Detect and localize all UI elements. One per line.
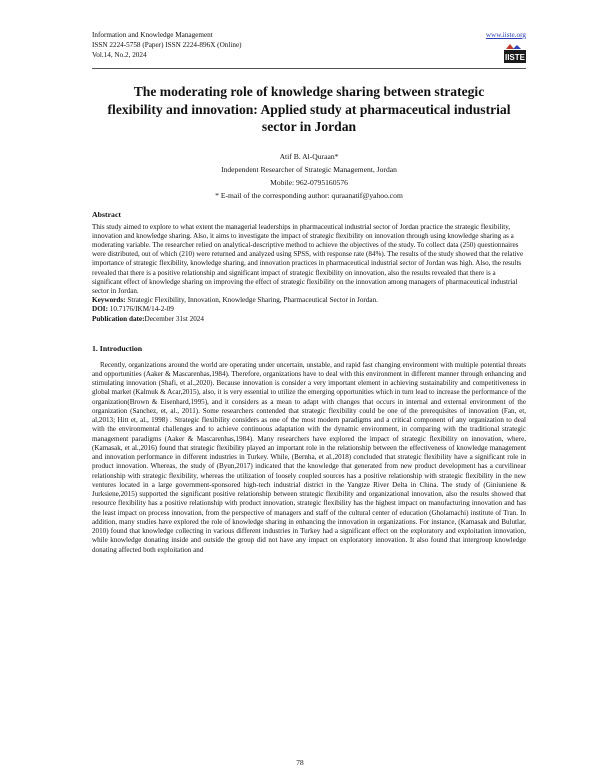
iiste-logo-icon bbox=[504, 43, 526, 63]
journal-issn: ISSN 2224-5758 (Paper) ISSN 2224-896X (Online) bbox=[92, 41, 242, 49]
publication-date-label: Publication date: bbox=[92, 314, 145, 323]
doi-value: 10.7176/IKM/14-2-09 bbox=[107, 305, 174, 314]
header-divider bbox=[92, 68, 526, 69]
author-block bbox=[92, 150, 526, 202]
journal-volume: Vol.14, No.2, 2024 bbox=[92, 51, 147, 59]
paper-title: The moderating role of knowledge sharing between strategic flexibility and innovation: Applied study at pharmaceutical industrial sector in Jordan bbox=[107, 84, 511, 134]
author-name: Atif B. Al-Quraan* bbox=[279, 151, 339, 161]
page-number: 78 bbox=[296, 758, 304, 767]
journal-name: Information and Knowledge Management bbox=[92, 31, 213, 39]
author-affiliation: Independent Researcher of Strategic Management, Jordan bbox=[221, 164, 397, 174]
svg-text:IISTE: IISTE bbox=[504, 53, 526, 62]
journal-header bbox=[92, 30, 526, 60]
keywords-label: Keywords: bbox=[92, 296, 126, 305]
keywords-value: Strategic Flexibility, Innovation, Knowledge Sharing, Pharmaceutical Sector in Jordan. bbox=[125, 296, 378, 305]
introduction-text: Recently, organizations around the world are operating under uncertain, unstable, and rapid fast changing environment with multiple potential threats and opportunities (Aaker & Mascarenhas,1984). Therefore, organizations have to deal with this environment in different manner through enhancing and stimulating innovation (Shafi, et al.,2020). Because innovation is consider a very important element in achieving sustainability and competitiveness in global market (Kalmuk & Acar,2015), also, it is very essential to utilize the emerging opportunities which in turn lead to increase the performance of the organization(Brown & Eisenhard,1995), and it considers as a mean to adapt with changes that occurs in internal and external environment of the organization (Sanchez, et, al., 2011). Some researchers contended that strategic flexibility could be one of the prerequisites of innovation (Fan, et, al,2013; Hitt et, al., 1998) . Strategic flexibility considers as one of the most modern paradigms and a critical component of any organization to deal with the environmental challenges and to achieve continuous adaptation with the dynamic environment, in comparing with the traditional strategic management paradigms (Aaker & Mascarenhas,1984). Many researchers have explored the impact of strategic flexibility on innovation, where, (Kamasak, et al.,2016) found that strategic flexibility played an important role in the relationship between the effectiveness of knowledge management and innovation performance in different industries in Turkey. While, (Bernha, et al.,2018) concluded that strategic flexibility have a significant role in product innovation. Whereas, the study of (Byun,2017) indicated that the knowledge that generated from new product development has a curvilinear relationship with strategic flexibility, whereas the utilization of loosely coupled sources has a positive relationship with strategic flexibility in the new ventures located in a large government-sponsored high-tech industrial district in the Yangtze River Delta in China. The study of (Giniuniene & Jurksiene,2015) supported the significant positive relationship between strategic flexibility and organizational innovation, also the results showed that resource flexibility has a positive relationship with product innovation, strategic flexibility has the highest impact on manufacturing innovation and has the least impact on process innovation, from the perspective of managers and staff of the cultural center of education (Gholamachi) institute of Tran. In addition, many studies have explored the role of knowledge sharing in enhancing the innovation in organizations. For instance, (Kamasak and Bulutlar, 2010) found that knowledge collecting in various different industries in Turkey had a significant effect on the exploratory and exploitation innovation, while knowledge donating inside and outside the group did not have any impact on exploratory innovation. It also found that intergroup knowledge donating affected both exploitation and bbox=[92, 360, 526, 554]
journal-website-link[interactable]: www.iiste.org bbox=[485, 31, 526, 39]
publication-date-value: December 31st 2024 bbox=[144, 314, 204, 323]
introduction-heading: 1. Introduction bbox=[92, 343, 143, 353]
abstract-text: This study aimed to explore to what extent the managerial leaderships in pharmaceutical industrial sector of Jordan practice the strategic flexibility, innovation and knowledge sharing. Also, it aims to investigate the impact of strategic flexibility on innovation through using knowledge sharing as a moderating variable. The researcher relied on analytical-descriptive method to achieve the objectives of the study. To collect data (250) questionnaires were distributed, out of which (210) were returned and analyzed using SPSS, with response rate (84%). The results of the study showed that the relative importance of strategic flexibility, knowledge sharing, and innovation practices in pharmaceutical industrial sector of Jordan was high. Also, the results revealed that there is a positive relationship and significant impact of strategic flexibility on innovation, also the results revealed that there is a significant effect of knowledge sharing on improving the effect of strategic flexibility on the innovation among managers of pharmaceutical industrial sector in Jordan. bbox=[92, 222, 524, 295]
doi-line bbox=[92, 305, 526, 314]
header-right bbox=[486, 30, 526, 66]
author-mobile: Mobile: 962-0795160576 bbox=[270, 177, 348, 187]
author-email: * E-mail of the corresponding author: quraanatif@yahoo.com bbox=[215, 190, 403, 200]
doi-label: DOI: bbox=[92, 305, 108, 314]
publication-date-line bbox=[92, 315, 526, 324]
keywords-line bbox=[92, 296, 526, 305]
abstract-heading: Abstract bbox=[92, 209, 122, 219]
